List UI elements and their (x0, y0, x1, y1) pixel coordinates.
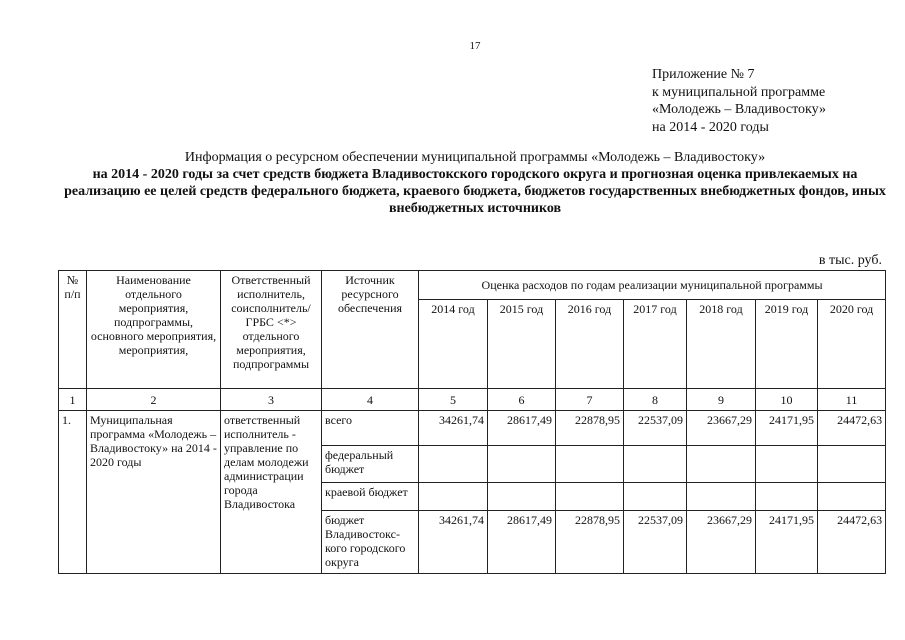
source-label: федеральный бюджет (322, 446, 419, 483)
column-number: 1 (59, 389, 87, 411)
value-cell: 22878,95 (556, 411, 624, 446)
value-cell (556, 446, 624, 483)
header-executor: Ответственный исполнитель, соисполнитель/ ГРБС <*> отдельного мероприятия, подпрограммы (221, 271, 322, 389)
unit-note: в тыс. руб. (818, 253, 882, 268)
value-cell (818, 483, 886, 511)
source-label: всего (322, 411, 419, 446)
header-year: 2015 год (488, 300, 556, 389)
header-year: 2016 год (556, 300, 624, 389)
row-name: Муниципальная программа «Молодежь – Владивостоку» на 2014 - 2020 годы (87, 411, 221, 574)
source-label: бюджет Владивостокс-кого городского округа (322, 511, 419, 574)
column-number: 11 (818, 389, 886, 411)
value-cell (419, 446, 488, 483)
value-cell (488, 483, 556, 511)
appendix-line: Приложение № 7 (652, 67, 755, 82)
heading-line: Информация о ресурсном обеспечении муниципальной программы «Молодежь – Владивостоку» (184, 150, 766, 165)
page-number: 17 (469, 40, 481, 52)
value-cell: 23667,29 (687, 511, 756, 574)
column-number: 4 (322, 389, 419, 411)
value-cell (687, 483, 756, 511)
document-heading (55, 149, 895, 217)
row-executor: ответственный исполнитель - управление по делам молодежи администрации города Владивостока (221, 411, 322, 574)
value-cell: 24472,63 (818, 511, 886, 574)
value-cell: 34261,74 (419, 511, 488, 574)
header-year: 2020 год (818, 300, 886, 389)
value-cell: 34261,74 (419, 411, 488, 446)
value-cell: 24472,63 (818, 411, 886, 446)
appendix-note (652, 66, 826, 136)
value-cell: 22878,95 (556, 511, 624, 574)
row-number: 1. (59, 411, 87, 574)
source-label: краевой бюджет (322, 483, 419, 511)
value-cell: 22537,09 (624, 411, 687, 446)
header-year: 2018 год (687, 300, 756, 389)
value-cell (419, 483, 488, 511)
appendix-line: к муниципальной программе (652, 84, 826, 100)
value-cell (818, 446, 886, 483)
value-cell: 22537,09 (624, 511, 687, 574)
column-number: 9 (687, 389, 756, 411)
header-year: 2014 год (419, 300, 488, 389)
value-cell: 28617,49 (488, 411, 556, 446)
column-number: 8 (624, 389, 687, 411)
heading-body: на 2014 - 2020 годы за счет средств бюджета Владивостокского городского округа и прогнозная оценка привлекаемых на реализацию ее целей средств федерального бюджета, краевого бюджета, бюджетов государственных внебюджетных фондов, иных внебюджетных источников (64, 167, 886, 216)
column-number: 10 (756, 389, 818, 411)
header-year: 2017 год (624, 300, 687, 389)
header-name: Наименование отдельного мероприятия, подпрограммы, основного мероприятия, мероприятия, (87, 271, 221, 389)
header-source: Источник ресурсного обеспечения (322, 271, 419, 389)
column-number: 5 (419, 389, 488, 411)
column-number: 3 (221, 389, 322, 411)
header-num: № п/п (59, 271, 87, 389)
appendix-line: «Молодежь – Владивостоку» (652, 102, 827, 117)
header-year: 2019 год (756, 300, 818, 389)
value-cell (624, 483, 687, 511)
table-row (59, 411, 886, 446)
value-cell (556, 483, 624, 511)
value-cell (488, 446, 556, 483)
value-cell (687, 446, 756, 483)
column-number: 2 (87, 389, 221, 411)
header-estimate: Оценка расходов по годам реализации муниципальной программы (419, 271, 886, 300)
value-cell: 24171,95 (756, 511, 818, 574)
resource-table (58, 270, 886, 574)
value-cell: 28617,49 (488, 511, 556, 574)
value-cell (624, 446, 687, 483)
value-cell: 24171,95 (756, 411, 818, 446)
value-cell: 23667,29 (687, 411, 756, 446)
column-number: 7 (556, 389, 624, 411)
column-number: 6 (488, 389, 556, 411)
value-cell (756, 446, 818, 483)
appendix-line: на 2014 - 2020 годы (652, 119, 769, 135)
value-cell (756, 483, 818, 511)
